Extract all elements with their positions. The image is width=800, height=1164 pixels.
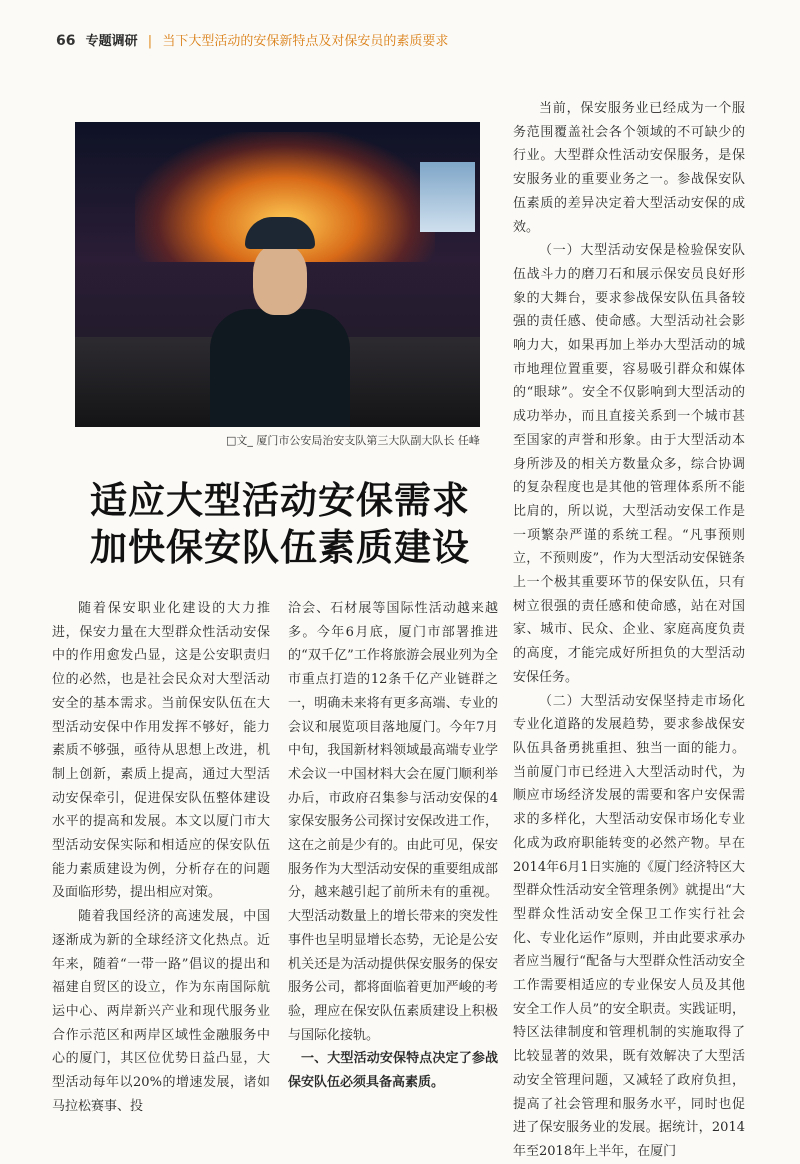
- paragraph: 洽会、石材展等国际性活动越来越多。今年6月底，厦门市部署推进的“双千亿”工作将旅游会展业列为全市重点打造的12条千亿产业链群之一，明确未来将有更多高端、专业的会议和展览项目落地厦门。今年7月中旬，我国新材料领域最高端专业学术会议一中国材料大会在厦门顺利举办后，市政府召集参与活动安保的4家保安服务公司探讨安保改进工作，这在之前是少有的。由此可见，保安服务作为大型活动安保的重要组成部分，越来越引起了前所未有的重视。大型活动数量上的增长带来的突发性事件也呈明显增长态势，无论是公安机关还是为活动提供保安服务的保安服务公司，都将面临着更加严峻的考验，理应在保安队伍素质建设上积极与国际化接轨。: [288, 601, 498, 1043]
- header-divider: |: [147, 34, 153, 49]
- title-line-2: 加快保安队伍素质建设: [90, 526, 470, 569]
- security-officer-figure: [205, 217, 355, 427]
- officer-uniform: [210, 309, 350, 427]
- officer-cap: [245, 217, 315, 249]
- title-line-1: 适应大型活动安保需求: [90, 479, 470, 522]
- article-title: [90, 477, 470, 571]
- text-column-3: [513, 97, 745, 1164]
- article-photo: [75, 122, 480, 427]
- stage-screen: [420, 162, 475, 232]
- paragraph: 随着我国经济的高速发展，中国逐渐成为新的全球经济文化热点。近年来，随着“一带一路”倡议的提出和福建自贸区的设立，作为东南国际航运中心、两岸新兴产业和现代服务业合作示范区和两岸区域性金融服务中心的厦门，其区位优势日益凸显，大型活动每年以20%的增速发展，诸如马拉松赛事、投: [52, 909, 270, 1114]
- text-column-1: [52, 597, 270, 1118]
- paragraph: 随着保安职业化建设的大力推进，保安力量在大型群众性活动安保中的作用愈发凸显，这是公安职责归位的必然，也是社会民众对大型活动安全的基本需求。当前保安队伍在大型活动安保中作用发挥不够好，能力素质不够强，亟待从思想上改进，机制上创新，素质上提高，通过大型活动安保牵引，促进保安队伍整体建设水平的提高和发展。本文以厦门市大型活动安保实际和相适应的保安队伍能力素质建设为例，分析存在的问题及面临形势，提出相应对策。: [52, 601, 270, 901]
- section-heading: 一、大型活动安保特点决定了参战保安队伍必须具备高素质。: [288, 1051, 498, 1091]
- paragraph: （二）大型活动安保坚持走市场化专业化道路的发展趋势，要求参战保安队伍具备勇挑重担、独当一面的能力。当前厦门市已经进入大型活动时代，为顺应市场经济发展的需要和客户安保需求的多样化，大型活动安保市场化专业化成为政府职能转变的必然产物。早在2014年6月1日实施的《厦门经济特区大型群众性活动安全管理条例》就提出“大型群众性活动安全保卫工作实行社会化、专业化运作”原则，并由此要求承办者应当履行“配备与大型群众性活动安全工作需要相适应的专业保安人员及其他安全工作人员”的安全职责。实践证明，特区法律制度和管理机制的实施取得了比较显著的效果，既有效解决了大型活动安全管理问题，又减轻了政府负担，提高了社会管理和服务水平，同时也促进了保安服务业的发展。据统计，2014年至2018年上半年，在厦门: [513, 693, 745, 1159]
- header-subtitle: 当下大型活动的安保新特点及对保安员的素质要求: [162, 34, 449, 49]
- page-header: [56, 30, 448, 49]
- section-name: 专题调研: [85, 34, 138, 49]
- photo-caption: □文_ 厦门市公安局治安支队第三大队副大队长 任峰: [226, 434, 480, 447]
- paragraph: 当前，保安服务业已经成为一个服务范围覆盖社会各个领域的不可缺少的行业。大型群众性活动安保服务，是保安服务业的重要业务之一。参战保安队伍素质的差异决定着大型活动安保的成效。: [513, 101, 745, 235]
- page-number: 66: [56, 33, 76, 49]
- officer-face: [253, 245, 307, 315]
- paragraph: （一）大型活动安保是检验保安队伍战斗力的磨刀石和展示保安员良好形象的大舞台，要求参战保安队伍具备较强的责任感、使命感。大型活动社会影响力大，如果再加上举办大型活动的城市地理位置重要，容易吸引群众和媒体的“眼球”。安全不仅影响到大型活动的成功举办，而且直接关系到一个城市甚至国家的声誉和形象。由于大型活动本身所涉及的相关方数量众多，综合协调的复杂程度也是其他的管理体系所不能比肩的，所以说，大型活动安保工作是一项繁杂严谨的系统工程。“凡事预则立，不预则废”，作为大型活动安保链条上一个极其重要环节的保安队伍，只有树立很强的责任感和使命感，站在对国家、城市、民众、企业、家庭高度负责的高度，才能完成好所担负的大型活动安保任务。: [513, 243, 745, 685]
- text-column-2: [288, 597, 498, 1095]
